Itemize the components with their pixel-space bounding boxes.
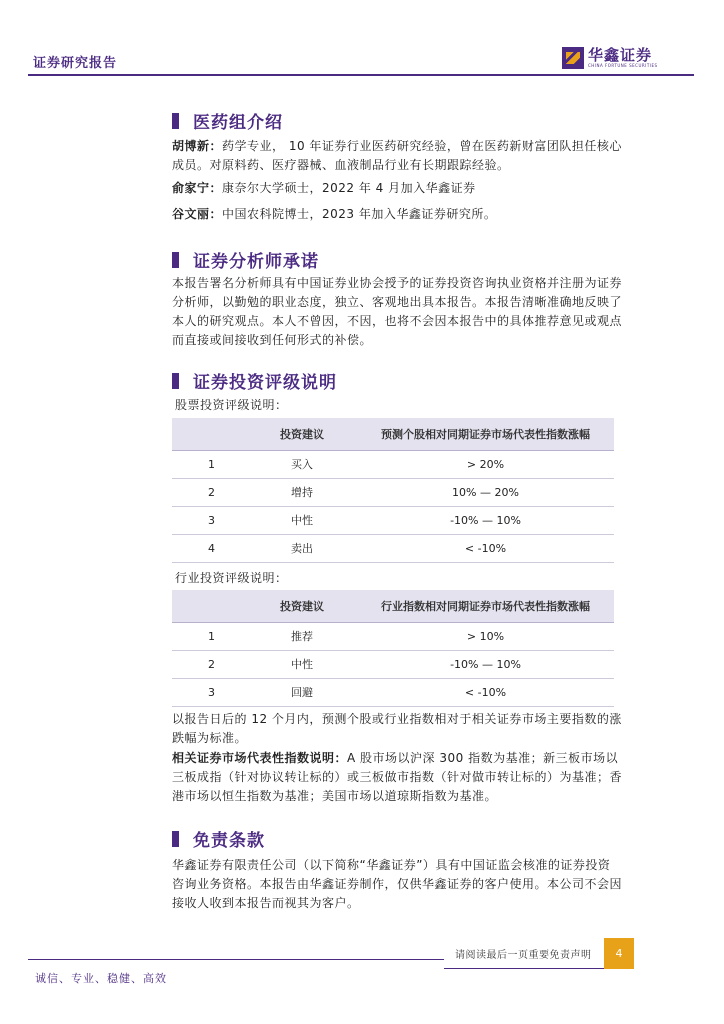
member-desc: 中国农科院博士，2023 年加入华鑫证券研究所。 <box>222 207 497 221</box>
section-title: 免责条款 <box>193 831 265 851</box>
member-bio <box>172 179 622 198</box>
member-desc: 药学专业， 10 年证券行业医药研究经验，曾在医药新财富团队担任核心成员。对原料药、医疗器械、血液制品行业有长期跟踪经验。 <box>172 139 622 172</box>
rating-note: 以报告日后的 12 个月内，预测个股或行业指数相对于相关证券市场主要指数的涨跌幅为标准。 <box>172 712 622 745</box>
section-title: 证券投资评级说明 <box>193 373 337 393</box>
company-logo <box>562 47 658 69</box>
table-cell: > 20% <box>357 450 614 478</box>
stock-rating-label: 股票投资评级说明： <box>175 398 288 412</box>
table-cell: 1 <box>172 450 247 478</box>
table-cell: -10% — 10% <box>357 650 614 678</box>
page-number: 4 <box>604 938 634 969</box>
section-heading-disclaimer <box>172 826 265 851</box>
section-marker <box>172 831 179 847</box>
member-name: 俞家宁： <box>172 181 223 195</box>
column-header: 预测个股相对同期证券市场代表性指数涨幅 <box>357 418 614 450</box>
section-title: 医药组介绍 <box>193 113 283 133</box>
industry-rating-label: 行业投资评级说明： <box>175 571 288 585</box>
table-row <box>172 678 614 706</box>
table-cell: 3 <box>172 678 247 706</box>
table-header-row <box>172 590 614 622</box>
member-bio <box>172 137 622 175</box>
industry-rating-table <box>172 590 614 707</box>
table-cell: 4 <box>172 534 247 562</box>
section-marker <box>172 373 179 389</box>
stock-rating-table <box>172 418 614 563</box>
table-cell: 2 <box>172 478 247 506</box>
footer-slogan: 诚信、专业、稳健、高效 <box>35 972 167 985</box>
table-row <box>172 506 614 534</box>
pledge-text: 本报告署名分析师具有中国证券业协会授予的证券投资咨询执业资格并注册为证券分析师，以勤勉的职业态度，独立、客观地出具本报告。本报告清晰准确地反映了本人的研究观点。本人不曾因，不因，也将不会因本报告中的具体推荐意见或观点而直接或间接收到任何形式的补偿。 <box>172 276 623 347</box>
table-cell: 2 <box>172 650 247 678</box>
section-heading-team <box>172 108 283 133</box>
index-text: A 股市场以沪深 300 指数为基准；新三板市场以三板成指（针对协议转让标的）或三板做市指数（针对做市转让标的）为基准；香港市场以恒生指数为基准；美国市场以道琼斯指数为基准。 <box>172 751 623 803</box>
header-divider <box>28 74 694 76</box>
logo-name-en: CHINA FORTUNE SECURITIES <box>588 63 658 68</box>
section-heading-pledge <box>172 247 319 272</box>
section-marker <box>172 113 179 129</box>
table-row <box>172 622 614 650</box>
section-marker <box>172 252 179 268</box>
table-cell: 1 <box>172 622 247 650</box>
table-cell: 中性 <box>247 506 357 534</box>
table-row <box>172 450 614 478</box>
index-description <box>172 749 622 806</box>
column-header: 投资建议 <box>247 590 357 622</box>
disclaimer-text: 华鑫证券有限责任公司（以下简称“华鑫证券”）具有中国证监会核准的证券投资咨询业务资格。本报告由华鑫证券制作，仅供华鑫证券的客户使用。本公司不会因接收人收到本报告而视其为客户。 <box>172 858 623 910</box>
table-cell: 买入 <box>247 450 357 478</box>
section-heading-rating <box>172 368 337 393</box>
table-cell: 中性 <box>247 650 357 678</box>
table-cell: -10% — 10% <box>357 506 614 534</box>
section-title: 证券分析师承诺 <box>193 252 319 272</box>
table-cell: > 10% <box>357 622 614 650</box>
logo-name-cn: 华鑫证券 <box>588 46 653 64</box>
table-cell: < -10% <box>357 678 614 706</box>
table-cell: 增持 <box>247 478 357 506</box>
member-bio <box>172 205 622 224</box>
member-name: 谷文丽： <box>172 207 223 221</box>
table-cell: 回避 <box>247 678 357 706</box>
logo-icon <box>562 47 584 69</box>
footer-divider <box>28 959 444 960</box>
member-name: 胡博新： <box>172 139 223 153</box>
column-header: 投资建议 <box>247 418 357 450</box>
table-row <box>172 478 614 506</box>
column-header: 行业指数相对同期证券市场代表性指数涨幅 <box>357 590 614 622</box>
table-cell: < -10% <box>357 534 614 562</box>
table-cell: 推荐 <box>247 622 357 650</box>
footer-disclaimer-note: 请阅读最后一页重要免责声明 <box>455 950 592 961</box>
table-row <box>172 534 614 562</box>
member-desc: 康奈尔大学硕士，2022 年 4 月加入华鑫证券 <box>222 181 476 195</box>
column-header <box>172 418 247 450</box>
column-header <box>172 590 247 622</box>
index-label: 相关证券市场代表性指数说明： <box>172 751 348 765</box>
table-cell: 3 <box>172 506 247 534</box>
table-row <box>172 650 614 678</box>
table-cell: 卖出 <box>247 534 357 562</box>
table-header-row <box>172 418 614 450</box>
report-type-label: 证券研究报告 <box>33 56 118 71</box>
table-cell: 10% — 20% <box>357 478 614 506</box>
